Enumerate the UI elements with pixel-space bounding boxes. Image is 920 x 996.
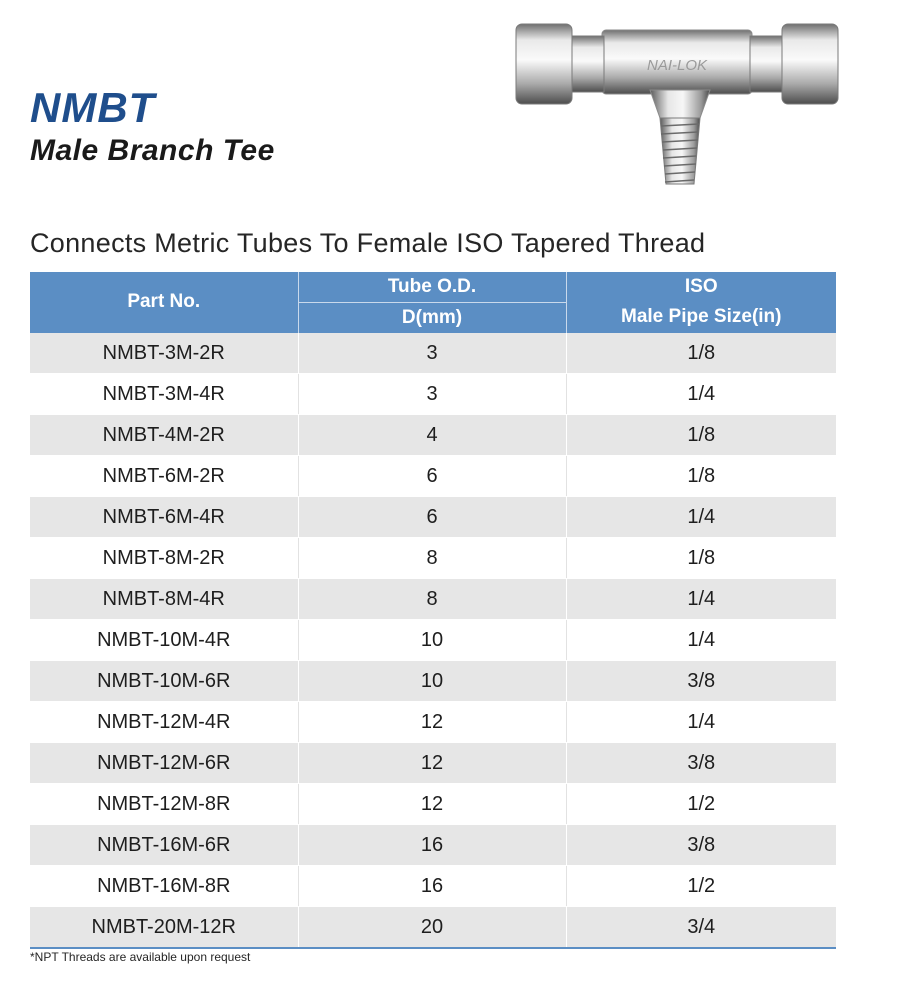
header-iso-size: Male Pipe Size(in) <box>566 303 836 334</box>
product-code: NMBT <box>30 84 156 131</box>
cell-part-no: NMBT-12M-8R <box>30 784 298 825</box>
table-row <box>30 866 836 907</box>
cell-tube-od: 8 <box>298 579 566 620</box>
table-row <box>30 333 836 374</box>
cell-pipe-size: 3/8 <box>566 825 836 866</box>
table-row <box>30 661 836 702</box>
table-row <box>30 620 836 661</box>
cell-pipe-size: 1/8 <box>566 538 836 579</box>
cell-tube-od: 12 <box>298 743 566 784</box>
cell-pipe-size: 3/4 <box>566 907 836 949</box>
cell-part-no: NMBT-16M-6R <box>30 825 298 866</box>
cell-tube-od: 12 <box>298 702 566 743</box>
table-row <box>30 702 836 743</box>
footnote: *NPT Threads are available upon request <box>30 950 251 964</box>
cell-part-no: NMBT-12M-6R <box>30 743 298 784</box>
cell-pipe-size: 1/4 <box>566 497 836 538</box>
right-nut <box>750 24 838 104</box>
cell-pipe-size: 3/8 <box>566 661 836 702</box>
table-row <box>30 538 836 579</box>
cell-tube-od: 6 <box>298 456 566 497</box>
cell-part-no: NMBT-4M-2R <box>30 415 298 456</box>
cell-part-no: NMBT-10M-4R <box>30 620 298 661</box>
table-row <box>30 374 836 415</box>
cell-pipe-size: 1/2 <box>566 866 836 907</box>
cell-pipe-size: 1/4 <box>566 374 836 415</box>
cell-pipe-size: 1/2 <box>566 784 836 825</box>
table-row <box>30 784 836 825</box>
cell-pipe-size: 1/4 <box>566 702 836 743</box>
cell-part-no: NMBT-3M-4R <box>30 374 298 415</box>
spec-table <box>30 272 836 949</box>
cell-part-no: NMBT-10M-6R <box>30 661 298 702</box>
cell-tube-od: 10 <box>298 661 566 702</box>
cell-part-no: NMBT-3M-2R <box>30 333 298 374</box>
cell-tube-od: 20 <box>298 907 566 949</box>
cell-pipe-size: 1/8 <box>566 333 836 374</box>
cell-tube-od: 3 <box>298 333 566 374</box>
cell-part-no: NMBT-16M-8R <box>30 866 298 907</box>
cell-tube-od: 16 <box>298 825 566 866</box>
table-row <box>30 497 836 538</box>
table-row <box>30 579 836 620</box>
table-row <box>30 415 836 456</box>
header-tube-od: Tube O.D. <box>298 272 566 303</box>
cell-pipe-size: 1/8 <box>566 456 836 497</box>
cell-part-no: NMBT-6M-2R <box>30 456 298 497</box>
cell-tube-od: 10 <box>298 620 566 661</box>
table-row <box>30 743 836 784</box>
cell-tube-od: 16 <box>298 866 566 907</box>
tee-body <box>602 30 752 118</box>
table-row <box>30 456 836 497</box>
threaded-branch <box>660 118 700 184</box>
cell-tube-od: 3 <box>298 374 566 415</box>
table-row <box>30 825 836 866</box>
left-nut <box>516 24 604 104</box>
cell-tube-od: 6 <box>298 497 566 538</box>
cell-pipe-size: 1/4 <box>566 620 836 661</box>
cell-part-no: NMBT-12M-4R <box>30 702 298 743</box>
subtitle: Connects Metric Tubes To Female ISO Tapered Thread <box>30 228 706 258</box>
cell-part-no: NMBT-8M-2R <box>30 538 298 579</box>
cell-tube-od: 4 <box>298 415 566 456</box>
brand-mark: NAI-LOK <box>646 57 708 74</box>
tee-fitting-image <box>510 18 845 190</box>
cell-tube-od: 12 <box>298 784 566 825</box>
header-tube-od-unit: D(mm) <box>298 303 566 334</box>
cell-pipe-size: 1/8 <box>566 415 836 456</box>
header-part-no: Part No. <box>30 272 298 333</box>
cell-tube-od: 8 <box>298 538 566 579</box>
cell-pipe-size: 1/4 <box>566 579 836 620</box>
cell-part-no: NMBT-20M-12R <box>30 907 298 949</box>
product-name: Male Branch Tee <box>30 134 275 167</box>
cell-part-no: NMBT-6M-4R <box>30 497 298 538</box>
table-row <box>30 907 836 949</box>
cell-part-no: NMBT-8M-4R <box>30 579 298 620</box>
cell-pipe-size: 3/8 <box>566 743 836 784</box>
header-iso: ISO <box>566 272 836 303</box>
